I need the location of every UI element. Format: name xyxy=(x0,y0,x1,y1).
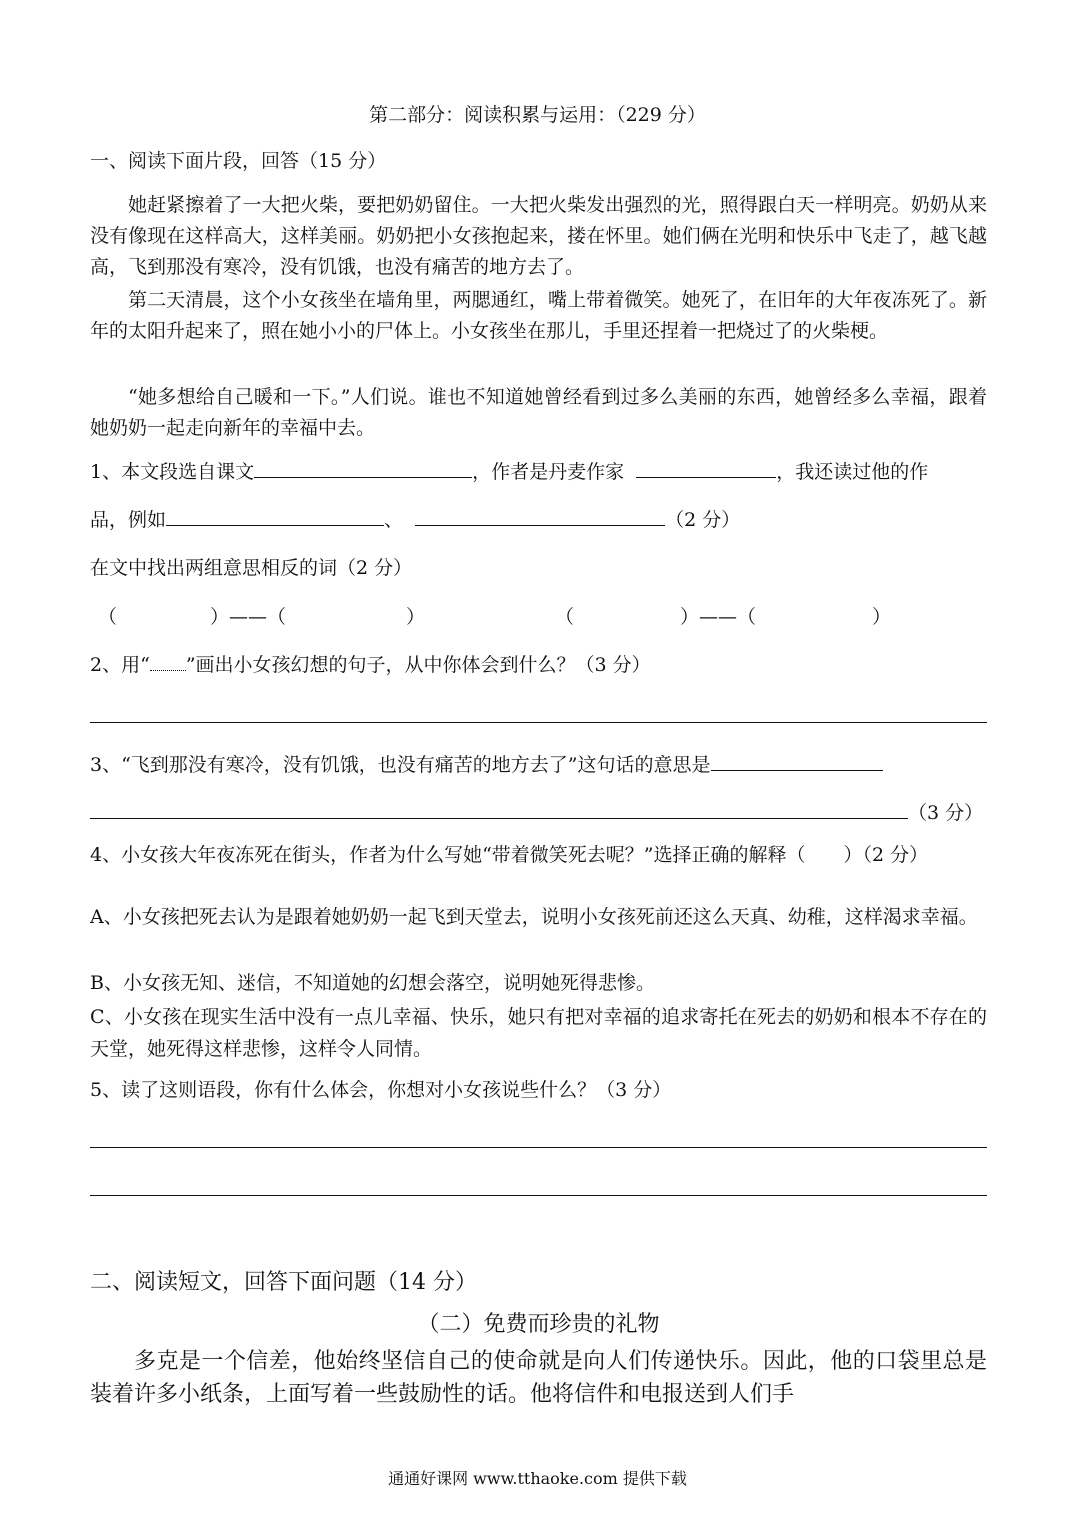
pair-1-open: （ xyxy=(98,606,118,628)
answer-blank-work-1[interactable] xyxy=(166,505,384,526)
pair-2-close: ） xyxy=(872,606,892,628)
answer-line-q2[interactable] xyxy=(90,722,987,723)
answer-line-q5-1[interactable] xyxy=(90,1147,987,1148)
section2-subtitle: （二）免费而珍贵的礼物 xyxy=(417,1312,660,1337)
pair-2-open: （ xyxy=(555,606,575,628)
question-1-antonyms: 在文中找出两组意思相反的词（2 分） xyxy=(90,557,413,579)
question-1-line-1 xyxy=(90,457,987,487)
question-1-line-2 xyxy=(90,505,987,535)
question-3-line-2 xyxy=(90,798,987,828)
question-4: 4、小女孩大年夜冻死在街头，作者为什么写她“带着微笑死去呢？”选择正确的解释（ ）（2 分） xyxy=(90,844,929,866)
pair-1-mid[interactable]: ）——（ xyxy=(210,606,287,628)
question-2-text-b: ”画出小女孩幻想的句子，从中你体会到什么？（3 分） xyxy=(185,654,651,676)
question-1-text-a: 1、本文段选自课文 xyxy=(90,461,255,483)
page-title: 第二部分：阅读积累与运用：（229 分） xyxy=(369,104,706,126)
answer-blank-lesson[interactable] xyxy=(254,457,472,478)
answer-blank-work-2[interactable] xyxy=(415,505,665,526)
answer-line-q5-2[interactable] xyxy=(90,1195,987,1196)
question-5: 5、读了这则语段，你有什么体会，你想对小女孩说些什么？（3 分） xyxy=(90,1079,672,1101)
question-2-text-a: 2、用“ xyxy=(90,654,150,676)
footer-text: 通通好课网 www.tthaoke.com 提供下载 xyxy=(388,1469,687,1488)
answer-blank-author[interactable] xyxy=(636,457,776,478)
question-1-text-b: ，作者是丹麦作家 xyxy=(472,461,625,483)
question-1-text-f: （2 分） xyxy=(665,509,741,531)
passage-paragraph-2: 第二天清晨，这个小女孩坐在墙角里，两腮通红，嘴上带着微笑。她死了，在旧年的大年夜冻死了。新年的太阳升起来了，照在她小小的尸体上。小女孩坐在那儿，手里还捏着一把烧过了的火柴梗。 xyxy=(90,289,987,342)
answer-blank-q3-b[interactable] xyxy=(90,798,908,819)
section2-heading: 二、阅读短文，回答下面问题（14 分） xyxy=(90,1270,477,1295)
question-1-text-e: 、 xyxy=(384,509,404,531)
question-1-text-d: 品，例如 xyxy=(90,509,167,531)
question-3-points: （3 分） xyxy=(908,802,984,824)
wavy-underline-mark xyxy=(150,656,186,671)
question-1-text-c: ，我还读过他的作 xyxy=(776,461,929,483)
pair-1-close: ） xyxy=(406,606,426,628)
option-a[interactable]: A、小女孩把死去认为是跟着她奶奶一起飞到天堂去，说明小女孩死前还这么天真、幼稚，这样渴求幸福。 xyxy=(90,906,978,928)
option-c[interactable]: C、小女孩在现实生活中没有一点儿幸福、快乐，她只有把对幸福的追求寄托在死去的奶奶和根本不存在的天堂，她死得这样悲惨，这样令人同情。 xyxy=(90,1006,987,1060)
question-3-line-1 xyxy=(90,750,987,780)
question-2 xyxy=(90,650,987,680)
section2-paragraph-1: 多克是一个信差，他始终坚信自己的使命就是向人们传递快乐。因此，他的口袋里总是装着许多小纸条，上面写着一些鼓励性的话。他将信件和电报送到人们手 xyxy=(90,1349,987,1407)
pair-2-mid[interactable]: ）——（ xyxy=(680,606,757,628)
passage-paragraph-1: 她赶紧擦着了一大把火柴，要把奶奶留住。一大把火柴发出强烈的光，照得跟白天一样明亮。奶奶从来没有像现在这样高大，这样美丽。奶奶把小女孩抱起来，搂在怀里。她们俩在光明和快乐中飞走了，越飞越高，飞到那没有寒冷，没有饥饿，也没有痛苦的地方去了。 xyxy=(90,194,987,278)
option-b[interactable]: B、小女孩无知、迷信，不知道她的幻想会落空，说明她死得悲惨。 xyxy=(90,972,655,994)
section1-heading: 一、阅读下面片段，回答（15 分） xyxy=(90,150,387,172)
passage-paragraph-3: “她多想给自己暖和一下。”人们说。谁也不知道她曾经看到过多么美丽的东西，她曾经多么幸福，跟着她奶奶一起走向新年的幸福中去。 xyxy=(90,386,987,439)
answer-blank-q3-a[interactable] xyxy=(711,750,883,771)
question-3-text-a: 3、“飞到那没有寒冷，没有饥饿，也没有痛苦的地方去了”这句话的意思是 xyxy=(90,754,711,776)
